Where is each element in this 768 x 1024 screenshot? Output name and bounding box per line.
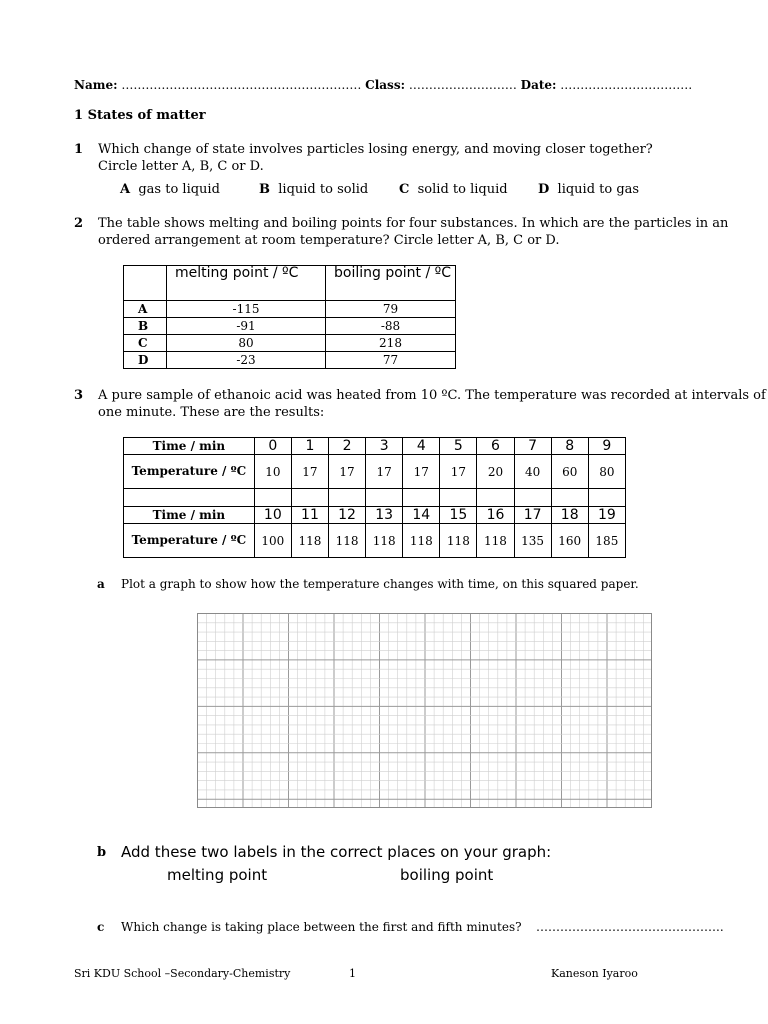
row-label: C (124, 335, 167, 352)
time-row (124, 507, 626, 524)
time-value: 2 (329, 438, 366, 455)
results-table (123, 437, 626, 558)
time-value: 4 (403, 438, 440, 455)
time-value: 15 (440, 507, 477, 524)
row-label: A (124, 301, 167, 318)
temperature-value: 160 (551, 524, 588, 558)
time-value: 10 (254, 507, 291, 524)
temperature-value: 118 (329, 524, 366, 558)
name-label: Name: (74, 78, 118, 92)
temperature-value: 118 (291, 524, 328, 558)
melting-point-header: melting point / ºC (167, 266, 326, 301)
melting-value: -23 (167, 352, 326, 369)
class-field[interactable]: ……………………… (408, 78, 517, 92)
gap-cell (514, 489, 551, 507)
time-value: 17 (514, 507, 551, 524)
melting-value: -115 (167, 301, 326, 318)
gap-cell (254, 489, 291, 507)
temperature-label: Temperature / ºC (124, 455, 255, 489)
temperature-value: 40 (514, 455, 551, 489)
part-a-text: Plot a graph to show how the temperature changes with time, on this squared paper. (121, 577, 639, 591)
time-value: 7 (514, 438, 551, 455)
part-b-text: Add these two labels in the correct places on your graph: (121, 843, 552, 861)
temperature-label: Temperature / ºC (124, 524, 255, 558)
q1-text-line2: Circle letter A, B, C or D. (98, 159, 264, 174)
student-header (74, 78, 692, 92)
boiling-value: 77 (326, 352, 456, 369)
table-gap-row (124, 489, 626, 507)
q2-text-line2: ordered arrangement at room temperature? Circle letter A, B, C or D. (98, 233, 560, 248)
table-corner (124, 266, 167, 301)
q1-option-letter: B (259, 182, 270, 197)
gap-cell (366, 489, 403, 507)
melting-value: -91 (167, 318, 326, 335)
q3-number: 3 (74, 388, 84, 403)
q1-option-text: liquid to gas (557, 182, 640, 197)
q3-text-line2: one minute. These are the results: (98, 405, 325, 420)
time-value: 11 (291, 507, 328, 524)
temperature-value: 100 (254, 524, 291, 558)
gap-cell (291, 489, 328, 507)
gap-cell (551, 489, 588, 507)
melting-value: 80 (167, 335, 326, 352)
time-label: Time / min (124, 438, 255, 455)
class-label: Class: (365, 78, 405, 92)
temperature-value: 17 (440, 455, 477, 489)
temperature-row (124, 524, 626, 558)
boiling-value: -88 (326, 318, 456, 335)
q3-text-line1: A pure sample of ethanoic acid was heated from 10 ºC. The temperature was recorded at intervals of (98, 388, 766, 403)
table-row (124, 301, 456, 318)
part-c-letter: c (97, 920, 105, 934)
time-value: 0 (254, 438, 291, 455)
time-row (124, 438, 626, 455)
gap-cell (588, 489, 625, 507)
gap-cell (403, 489, 440, 507)
boiling-value: 218 (326, 335, 456, 352)
temperature-value: 20 (477, 455, 514, 489)
temperature-value: 17 (329, 455, 366, 489)
temperature-value: 118 (366, 524, 403, 558)
table-row (124, 318, 456, 335)
temperature-value: 80 (588, 455, 625, 489)
table-header-row (124, 266, 456, 301)
q1-option-text: gas to liquid (138, 182, 220, 197)
table-row (124, 335, 456, 352)
gap-cell (477, 489, 514, 507)
temperature-value: 118 (440, 524, 477, 558)
date-field[interactable]: …………………………… (560, 78, 693, 92)
label-melting-point: melting point (167, 866, 268, 884)
time-value: 19 (588, 507, 625, 524)
gap-cell (329, 489, 366, 507)
temperature-value: 17 (291, 455, 328, 489)
temperature-value: 60 (551, 455, 588, 489)
time-value: 1 (291, 438, 328, 455)
temperature-row (124, 455, 626, 489)
time-value: 14 (403, 507, 440, 524)
temperature-value: 118 (477, 524, 514, 558)
time-value: 3 (366, 438, 403, 455)
time-value: 18 (551, 507, 588, 524)
temperature-value: 135 (514, 524, 551, 558)
q1-option-letter: C (399, 182, 410, 197)
q1-option-letter: D (538, 182, 550, 197)
gap-cell (440, 489, 477, 507)
footer-page-number: 1 (349, 967, 356, 980)
part-c-text: Which change is taking place between the first and fifth minutes? (121, 920, 522, 934)
q1-option-letter: A (120, 182, 131, 197)
temperature-value: 17 (366, 455, 403, 489)
squared-paper[interactable] (197, 613, 652, 808)
section-title: 1 States of matter (74, 108, 206, 123)
label-boiling-point: boiling point (400, 866, 494, 884)
time-value: 5 (440, 438, 477, 455)
time-value: 16 (477, 507, 514, 524)
row-label: D (124, 352, 167, 369)
temperature-value: 10 (254, 455, 291, 489)
time-label: Time / min (124, 507, 255, 524)
q1-option-text: solid to liquid (417, 182, 508, 197)
gap-cell (124, 489, 255, 507)
q1-text-line1: Which change of state involves particles losing energy, and moving closer together? (98, 142, 653, 157)
temperature-value: 185 (588, 524, 625, 558)
temperature-value: 118 (403, 524, 440, 558)
time-value: 13 (366, 507, 403, 524)
melting-boiling-table (123, 265, 456, 369)
time-value: 6 (477, 438, 514, 455)
q2-text-line1: The table shows melting and boiling points for four substances. In which are the particles in an (98, 216, 729, 231)
time-value: 8 (551, 438, 588, 455)
q1-option-a[interactable] (120, 182, 220, 197)
date-label: Date: (520, 78, 557, 92)
q2-number: 2 (74, 216, 84, 231)
boiling-point-header: boiling point / ºC (326, 266, 456, 301)
name-field[interactable]: …………………………………………………… (121, 78, 362, 92)
part-b-letter: b (97, 845, 107, 860)
footer-author: Kaneson Iyaroo (551, 967, 638, 980)
footer-school: Sri KDU School –Secondary-Chemistry (74, 967, 291, 980)
temperature-value: 17 (403, 455, 440, 489)
part-c-answer-field[interactable]: ……………………………………….. (536, 920, 724, 934)
q1-option-c[interactable] (399, 182, 508, 197)
boiling-value: 79 (326, 301, 456, 318)
time-value: 12 (329, 507, 366, 524)
q1-number: 1 (74, 142, 84, 157)
part-a-letter: a (97, 577, 105, 591)
q1-option-text: liquid to solid (278, 182, 369, 197)
row-label: B (124, 318, 167, 335)
q1-option-b[interactable] (259, 182, 368, 197)
time-value: 9 (588, 438, 625, 455)
q1-option-d[interactable] (538, 182, 639, 197)
table-row (124, 352, 456, 369)
